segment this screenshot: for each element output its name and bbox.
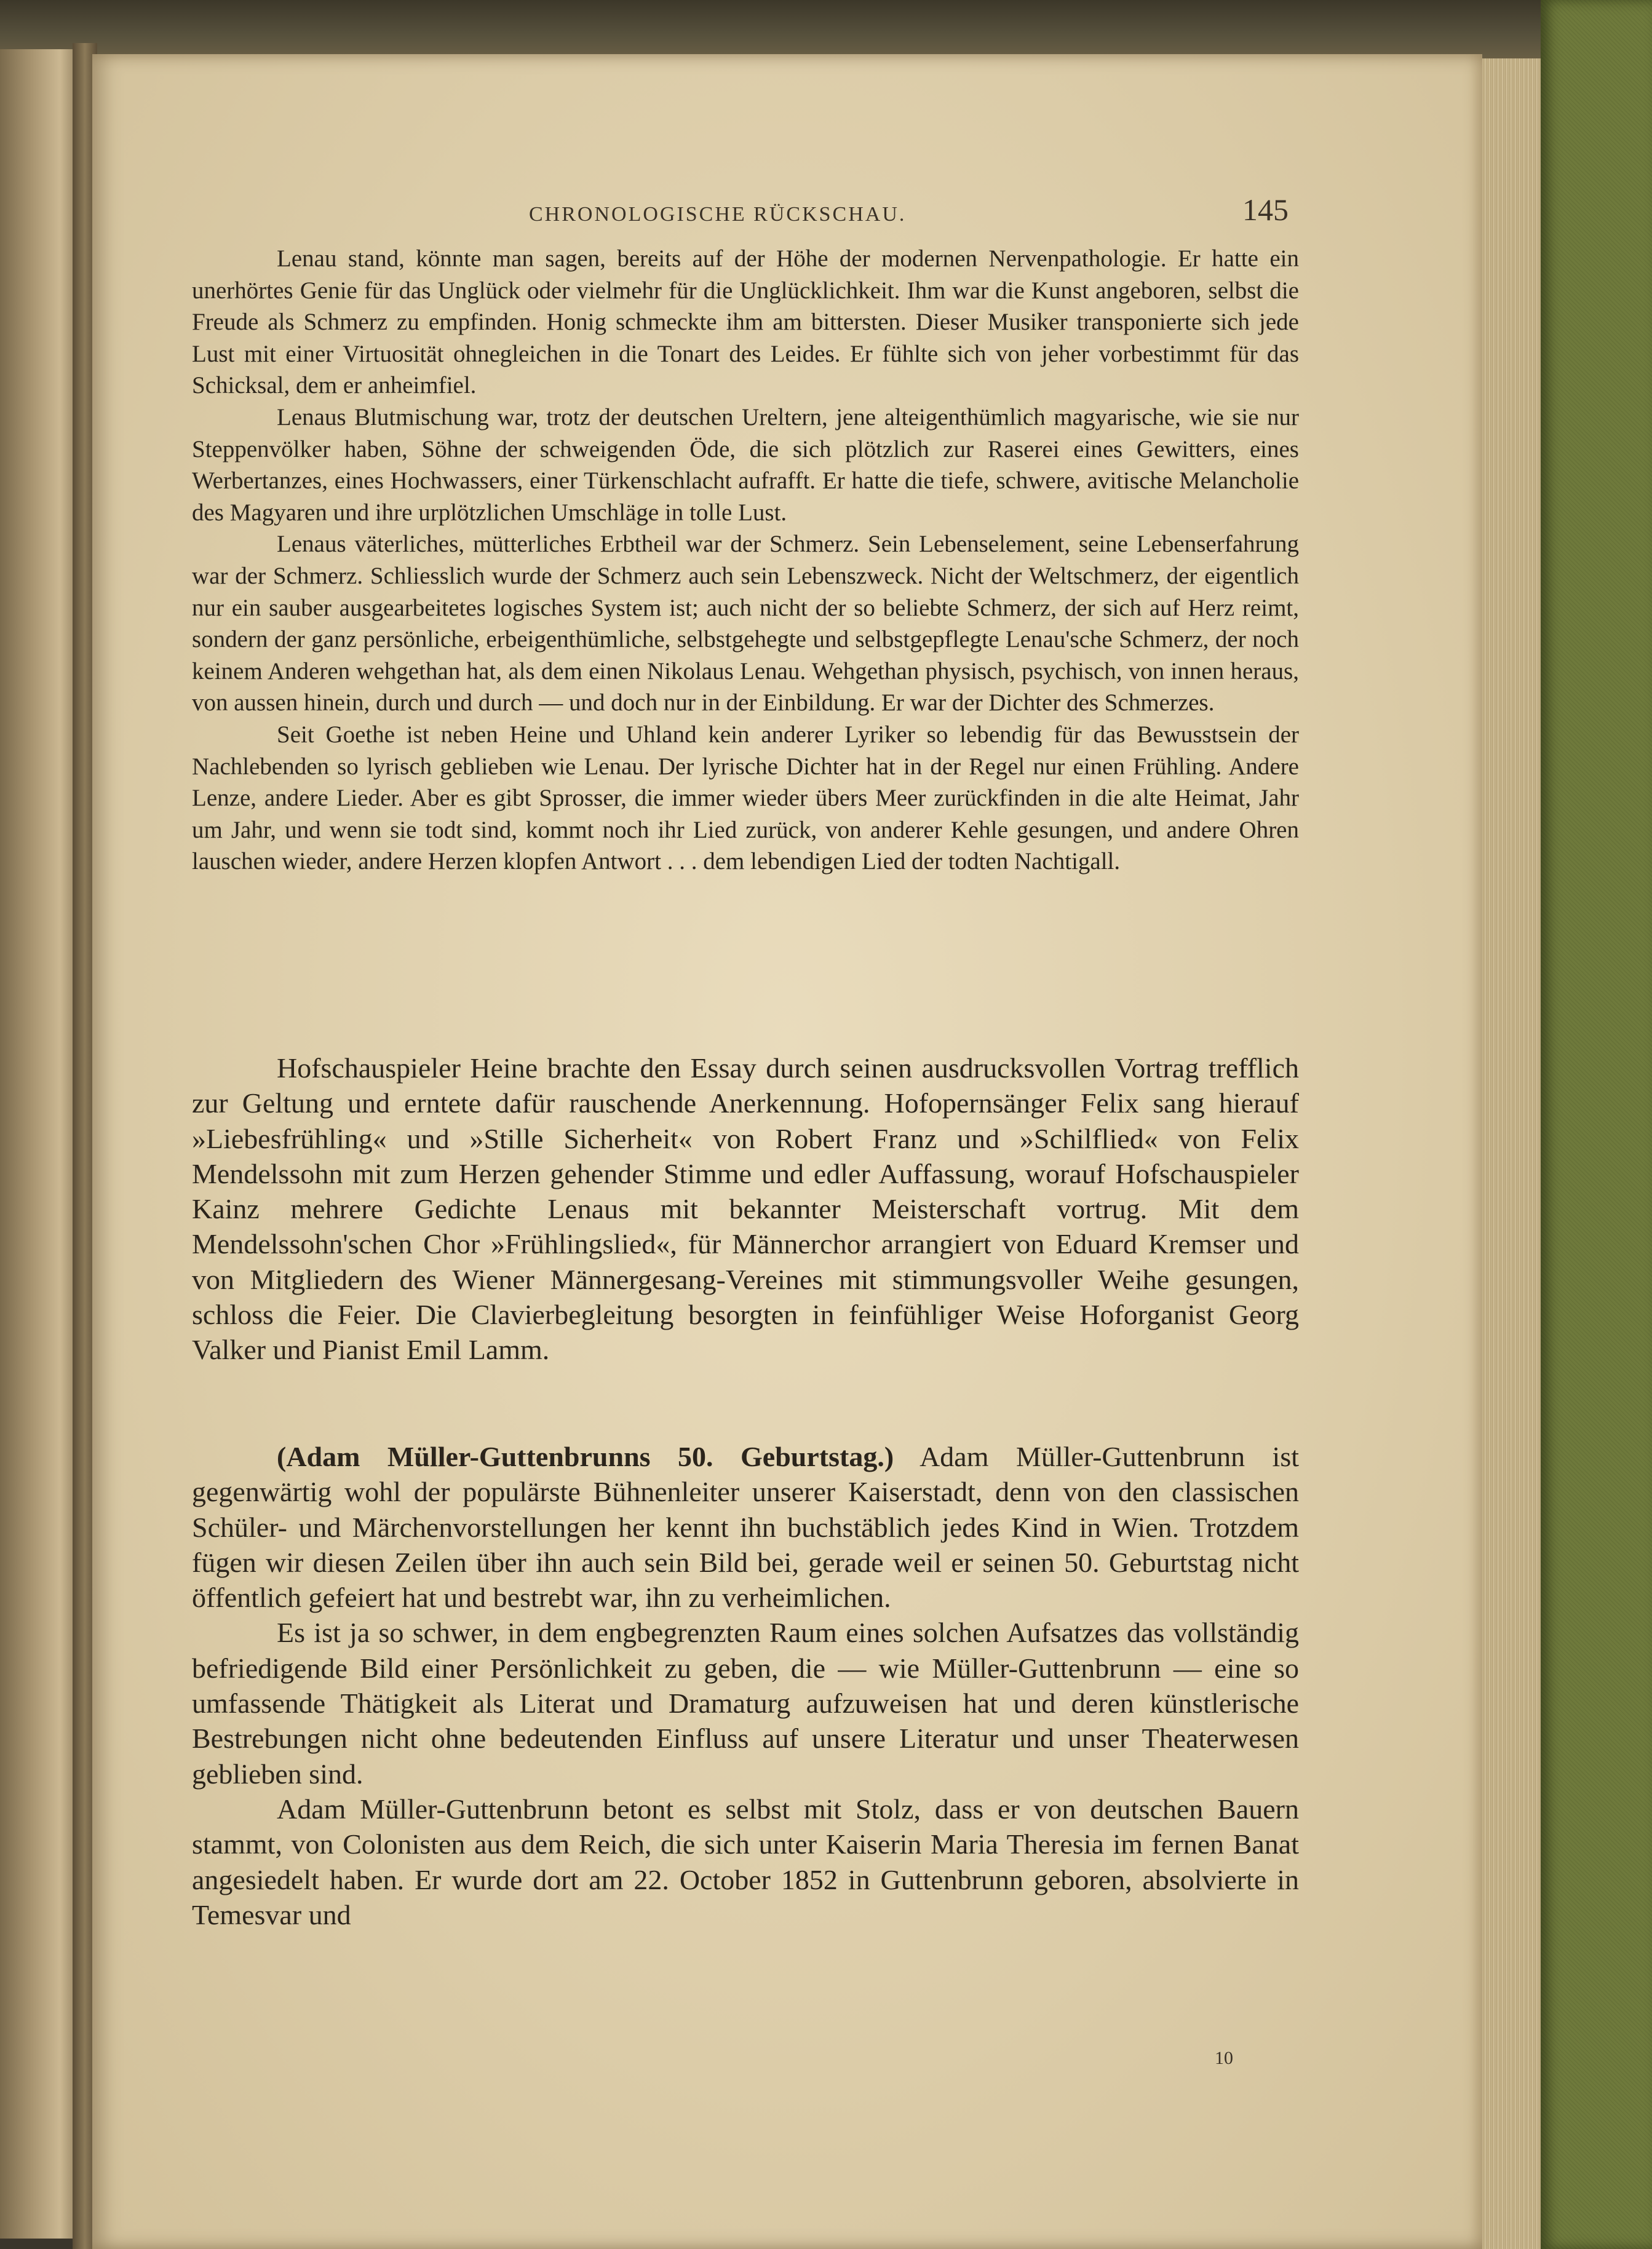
concert-paragraph: Hofschauspieler Heine brachte den Essay durch seinen ausdrucksvollen Vortrag trefflich zur Geltung und erntete dafür rauschende Anerkennung. Hofopernsänger Felix sang hierauf »Liebesfrühling« und »Stille Sicherheit« von Robert Franz und »Schilflied« von Felix Mendelssohn mit zum Herzen gehender Stimme und edler Auffassung, worauf Hofschauspieler Kainz mehrere Gedichte Lenaus mit bekannter Meisterschaft vortrug. Mit dem Mendelssohn'schen Chor »Frühlingslied«, für Männerchor arrangiert von Eduard Kremser und von Mitgliedern des Wiener Männergesang-Vereines mit stimmungsvoller Weihe gesungen, schloss die Feier. Die Clavierbegleitung besorgten in feinfühliger Weise Hoforganist Georg Valker und Pianist Emil Lamm.	[192, 1052, 1299, 1366]
section-first-paragraph	[192, 1439, 1299, 1615]
section-paragraph: Es ist ja so schwer, in dem engbegrenzten Raum eines solchen Aufsatzes das vollständig befriedigende Bild einer Persönlichkeit zu geben, die — wie Müller-Guttenbrunn — eine so umfassende Thätigkeit als Literat und Dramaturg aufzuweisen hat und deren künstlerische Bestrebungen nicht ohne bedeutenden Einfluss auf unsere Literatur und unser Theaterwesen geblieben sind.	[192, 1617, 1299, 1790]
quote-paragraph: Lenau stand, könnte man sagen, bereits auf der Höhe der modernen Nervenpathologie. Er hatte ein unerhörtes Genie für das Unglück oder vielmehr für die Unglücklichkeit. Ihm war die Kunst angeboren, selbst die Freude als Schmerz zu empfinden. Honig schmeckte ihm am bittersten. Dieser Musiker transponierte sich jede Lust mit einer Virtuosität ohnegleichen in die Tonart des Leides. Er fühlte sich von jeher vorbestimmt für das Schicksal, dem er anheimfiel.	[192, 245, 1299, 399]
page-number: 145	[1242, 192, 1289, 227]
quote-paragraph: Lenaus väterliches, mütterliches Erbtheil war der Schmerz. Sein Lebenselement, seine Lebenserfahrung war der Schmerz. Schliesslich wurde der Schmerz auch sein Lebenszweck. Nicht der Weltschmerz, der eigentlich nur ein sauber ausgearbeitetes logisches System ist; auch nicht der so beliebte Schmerz, der sich auf Herz reimt, sondern der ganz persönliche, erbeigenthümliche, selbstgehegte und selbstgepflegte Lenau'sche Schmerz, der noch keinem Anderen wehgethan hat, als dem einen Nikolaus Lenau. Wehgethan physisch, psychisch, von innen heraus, von aussen hinein, durch und durch — und doch nur in der Einbildung. Er war der Dichter des Schmerzes.	[192, 531, 1299, 716]
running-head: CHRONOLOGISCHE RÜCKSCHAU.	[529, 203, 907, 226]
quote-paragraph: Lenaus Blutmischung war, trotz der deutschen Ureltern, jene alteigenthümlich magyarische, wie sie nur Steppenvölker haben, Söhne der schweigenden Öde, die sich plötzlich zur Raserei eines Gewitters, eines Werbertanzes, eines Hochwassers, einer Türkenschlacht aufrafft. Er hatte die tiefe, schwere, avitische Melancholie des Magyaren und ihre urplötzlichen Umschläge in tolle Lust.	[192, 403, 1299, 526]
page-stack-edge	[1482, 58, 1544, 2249]
concert-block	[192, 1050, 1299, 1368]
section-first-paragraph-text: Adam Müller-Guttenbrunn ist gegenwärtig wohl der populärste Bühnenleiter unserer Kaiserstadt, denn von den classischen Schüler- und Märchenvorstellungen her kennt ihn buchstäblich jedes Kind in Wien. Trotzdem fügen wir diesen Zeilen über ihn auch sein Bild bei, gerade weil er seinen 50. Geburtstag nicht öffentlich gefeiert hat und bestrebt war, ihn zu verheimlichen.	[192, 1441, 1299, 1614]
green-cloth-cover	[1541, 0, 1652, 2249]
quote-block	[192, 243, 1299, 878]
scan-background-top	[0, 0, 1544, 59]
section-block	[192, 1439, 1299, 1932]
section-paragraph: Adam Müller-Guttenbrunn betont es selbst mit Stolz, dass er von deutschen Bauern stammt, von Colonisten aus dem Reich, die sich unter Kaiserin Maria Theresia im fernen Banat angesiedelt haben. Er wurde dort am 22. October 1852 in Guttenbrunn geboren, absolvierte in Temesvar und	[192, 1793, 1299, 1930]
section-heading: (Adam Müller-Guttenbrunns 50. Geburtstag.)	[277, 1441, 894, 1472]
quote-paragraph: Seit Goethe ist neben Heine und Uhland kein anderer Lyriker so lebendig für das Bewusstsein der Nachlebenden so lyrisch geblieben wie Lenau. Der lyrische Dichter hat in der Regel nur einen Frühling. Andere Lenze, andere Lieder. Aber es gibt Sprosser, die immer wieder übers Meer zurückfinden in die alte Heimat, Jahr um Jahr, und wenn sie todt sind, kommt noch ihr Lied zurück, von anderer Kehle gesungen, und andere Ohren lauschen wieder, andere Herzen klopfen Antwort . . . dem lebendigen Lied der todten Nachtigall.	[192, 721, 1299, 875]
signature-mark: 10	[1215, 2048, 1233, 2068]
previous-page-edge	[0, 49, 80, 2239]
